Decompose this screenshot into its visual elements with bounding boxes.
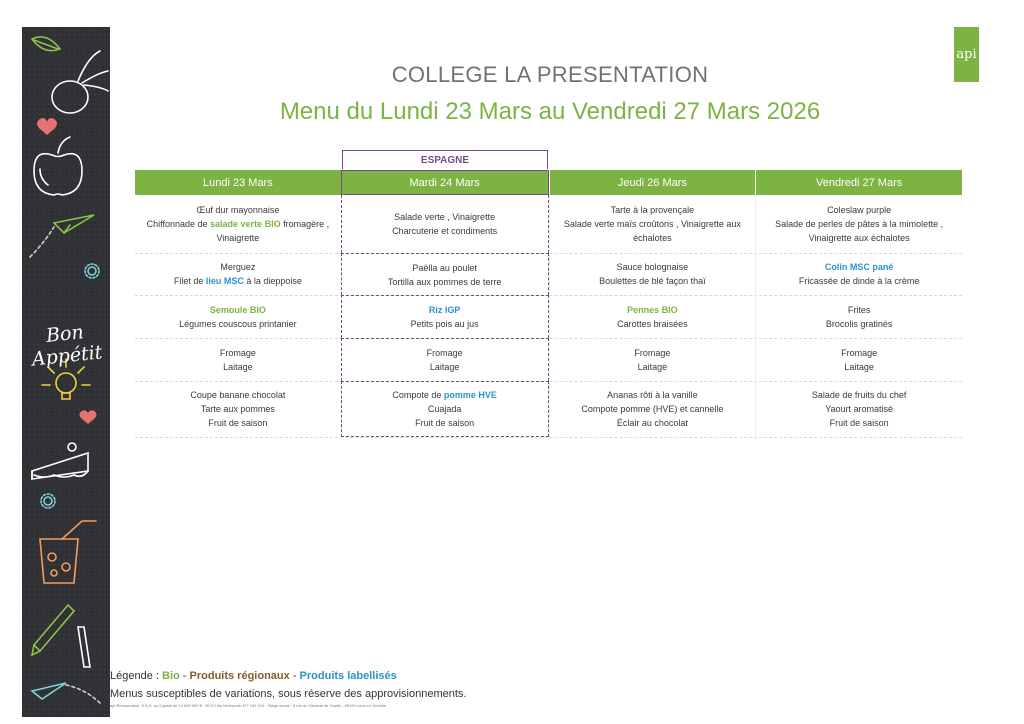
heart-icon — [37, 118, 57, 135]
dish-text: Tarte aux pommes — [200, 404, 275, 414]
dish-text: pomme HVE — [443, 390, 497, 400]
dish-line — [827, 203, 891, 217]
menu-title: Menu du Lundi 23 Mars au Vendredi 27 Mars 2026 — [279, 98, 821, 125]
dish-text: Semoule BIO — [209, 304, 266, 315]
dish-text: Paëlla au poulet — [412, 262, 477, 273]
dish-text: Riz IGP — [428, 305, 461, 315]
menu-cell — [135, 295, 341, 338]
dish-line — [848, 303, 871, 317]
dish-line — [830, 416, 889, 430]
dish-text: Boulettes de blé façon thaï — [599, 276, 706, 286]
apple-icon — [34, 137, 82, 195]
menu-cell — [755, 195, 962, 253]
dish-line — [190, 388, 285, 402]
dish-text: Salade verte maïs croûtons , Vinaigrette aux — [563, 219, 741, 229]
menu-cell — [549, 195, 756, 253]
dish-line — [638, 360, 668, 374]
dish-line — [627, 303, 678, 317]
dish-text: Chiffonnade de — [146, 219, 211, 229]
dish-text: Fruit de saison — [415, 418, 475, 428]
dish-text: échalotes — [633, 233, 672, 243]
dish-line — [812, 388, 907, 402]
menu-row — [135, 195, 962, 254]
dish-line — [844, 360, 874, 374]
menu-cell — [549, 338, 756, 381]
menu-cell — [755, 381, 962, 437]
menu-cell — [135, 195, 341, 253]
dish-text: Vinaigrette aux échalotes — [808, 233, 910, 243]
fine-print: api Restauration, S.A.S. au Capital de 10 000 000 € - RCS Lille Métropole 477 191 019 - Siège social : 3 rue du Général de Gaulle - 59120 Loos en Gohelle — [110, 703, 386, 708]
dish-line — [220, 260, 255, 274]
dish-text: Filet de — [173, 276, 206, 286]
menu-cell — [755, 253, 962, 295]
dish-text: Yaourt aromatisé — [825, 404, 894, 414]
dish-text: Ananas rôti à la vanille — [607, 390, 698, 400]
chalk-illustrations — [22, 27, 110, 717]
dish-text: fromagère , — [280, 219, 330, 229]
dish-text: Salade verte , Vinaigrette — [394, 212, 496, 222]
dish-text: Laitage — [429, 362, 460, 372]
day-header: Jeudi 26 Mars — [549, 170, 756, 195]
dish-line — [388, 275, 502, 289]
dish-text: Coupe banane chocolat — [190, 390, 286, 400]
dish-text: Sauce bolognaise — [616, 262, 689, 272]
dish-text: à la dieppoise — [243, 276, 302, 286]
dish-line — [429, 303, 461, 317]
dish-line — [174, 274, 302, 288]
dish-line — [392, 224, 497, 238]
dish-text: Salade de fruits du chef — [811, 390, 907, 400]
paper-plane-icon — [30, 215, 94, 257]
flower-icon — [85, 264, 99, 278]
dish-text: Tarte à la provençale — [610, 205, 695, 215]
menu-cell — [341, 253, 549, 295]
dish-text: Fromage — [841, 347, 878, 358]
dish-line — [633, 231, 672, 245]
dish-text: Salade de perles de pâtes à la mimolette , — [775, 219, 944, 229]
dish-text: Compote pomme (HVE) et cannelle — [581, 404, 724, 414]
dish-text: Laitage — [637, 361, 668, 372]
dish-line — [415, 416, 474, 430]
dish-line — [427, 346, 463, 360]
leaf-icon — [32, 37, 60, 51]
dish-line — [841, 346, 877, 360]
dish-line — [825, 402, 893, 416]
dish-text: Laitage — [844, 361, 874, 372]
dish-text: Merguez — [220, 262, 256, 272]
menu-cell — [135, 381, 341, 437]
dish-text: Œuf dur mayonnaise — [196, 205, 280, 215]
dish-text: Colin MSC pané — [824, 262, 894, 272]
dish-line — [799, 274, 920, 288]
dish-line — [617, 260, 689, 274]
menu-cell — [135, 338, 341, 381]
school-title: COLLEGE LA PRESENTATION — [391, 62, 709, 87]
cake-icon — [32, 443, 88, 479]
day-header-row — [135, 170, 962, 195]
dish-text: Tortilla aux pommes de terre — [387, 276, 502, 287]
dish-text: Carottes braisées — [617, 318, 688, 329]
dish-line — [825, 260, 894, 274]
dish-line — [208, 416, 267, 430]
dish-line — [428, 402, 462, 416]
heart-icon-2 — [80, 410, 97, 424]
legend: Légende : Bio - Produits régionaux - Produits labellisés — [110, 670, 397, 682]
dish-line — [564, 217, 741, 231]
dish-line — [607, 388, 698, 402]
dish-line — [392, 388, 497, 402]
dish-line — [220, 346, 256, 360]
flower-icon-2 — [41, 494, 55, 508]
dish-text: Brocolis gratinés — [825, 318, 893, 329]
drink-icon — [40, 521, 96, 583]
dish-line — [617, 317, 688, 331]
menu-cell — [341, 295, 549, 338]
dish-line — [201, 402, 275, 416]
dish-line — [581, 402, 723, 416]
menu-cell — [341, 195, 549, 253]
dish-line — [809, 231, 910, 245]
menu-cell — [755, 338, 962, 381]
chalkboard-banner — [22, 27, 110, 717]
day-header: Lundi 23 Mars — [135, 170, 341, 195]
dish-text: Fromage — [219, 347, 256, 358]
dish-line — [617, 416, 688, 430]
dish-text: Éclair au chocolat — [616, 418, 688, 428]
api-logo: api — [954, 27, 979, 82]
day-header: Mardi 24 Mars — [341, 170, 549, 195]
dish-line — [147, 217, 329, 231]
dish-line — [412, 261, 477, 275]
dish-line — [599, 274, 706, 288]
pencil-icon — [32, 605, 90, 667]
dish-text: Laitage — [223, 361, 253, 372]
dish-text: Fromage — [426, 348, 463, 358]
dish-text: Fruit de saison — [829, 418, 889, 428]
theme-badge: ESPAGNE — [342, 150, 548, 169]
dish-line — [411, 317, 479, 331]
availability-note: Menus susceptibles de variations, sous réserve des approvisionnements. — [110, 688, 467, 700]
dish-line — [196, 203, 279, 217]
menu-cell — [755, 295, 962, 338]
menu-cell — [549, 381, 756, 437]
dish-line — [430, 360, 460, 374]
dish-text: Charcuterie et condiments — [392, 226, 498, 236]
menu-row — [135, 381, 962, 438]
dish-text: Fromage — [634, 347, 671, 358]
dish-text: Compote de — [392, 390, 444, 400]
menu-cell — [549, 253, 756, 295]
dish-text: Vinaigrette — [216, 233, 260, 243]
day-header: Vendredi 27 Mars — [755, 170, 962, 195]
dish-text: salade verte BIO — [210, 219, 281, 229]
menu-cell — [341, 381, 549, 437]
menu-cell — [549, 295, 756, 338]
dish-text: Fricassée de dinde à la crème — [798, 276, 920, 286]
paper-plane-icon-2 — [32, 683, 102, 705]
dish-text: Coleslaw purple — [827, 205, 892, 215]
dish-line — [179, 317, 297, 331]
dish-text: Frites — [847, 304, 871, 315]
dish-line — [216, 231, 259, 245]
dish-line — [611, 203, 695, 217]
dish-text: Pennes BIO — [627, 304, 678, 315]
dish-text: Cuajada — [427, 404, 462, 414]
menu-row — [135, 253, 962, 296]
dish-line — [210, 303, 266, 317]
dish-text: Petits pois au jus — [410, 319, 479, 329]
menu-cell — [135, 253, 341, 295]
menu-cell — [341, 338, 549, 381]
dish-line — [634, 346, 670, 360]
dish-line — [223, 360, 253, 374]
dish-text: Fruit de saison — [208, 418, 268, 428]
dish-line — [394, 210, 495, 224]
menu-row — [135, 338, 962, 382]
dish-line — [775, 217, 943, 231]
bon-appetit-text: Bon Appétit — [30, 321, 104, 371]
menu-row — [135, 295, 962, 339]
dish-text: lieu MSC — [205, 276, 244, 286]
dish-line — [826, 317, 893, 331]
beet-icon — [52, 51, 108, 113]
dish-text: Légumes couscous printanier — [179, 318, 297, 329]
